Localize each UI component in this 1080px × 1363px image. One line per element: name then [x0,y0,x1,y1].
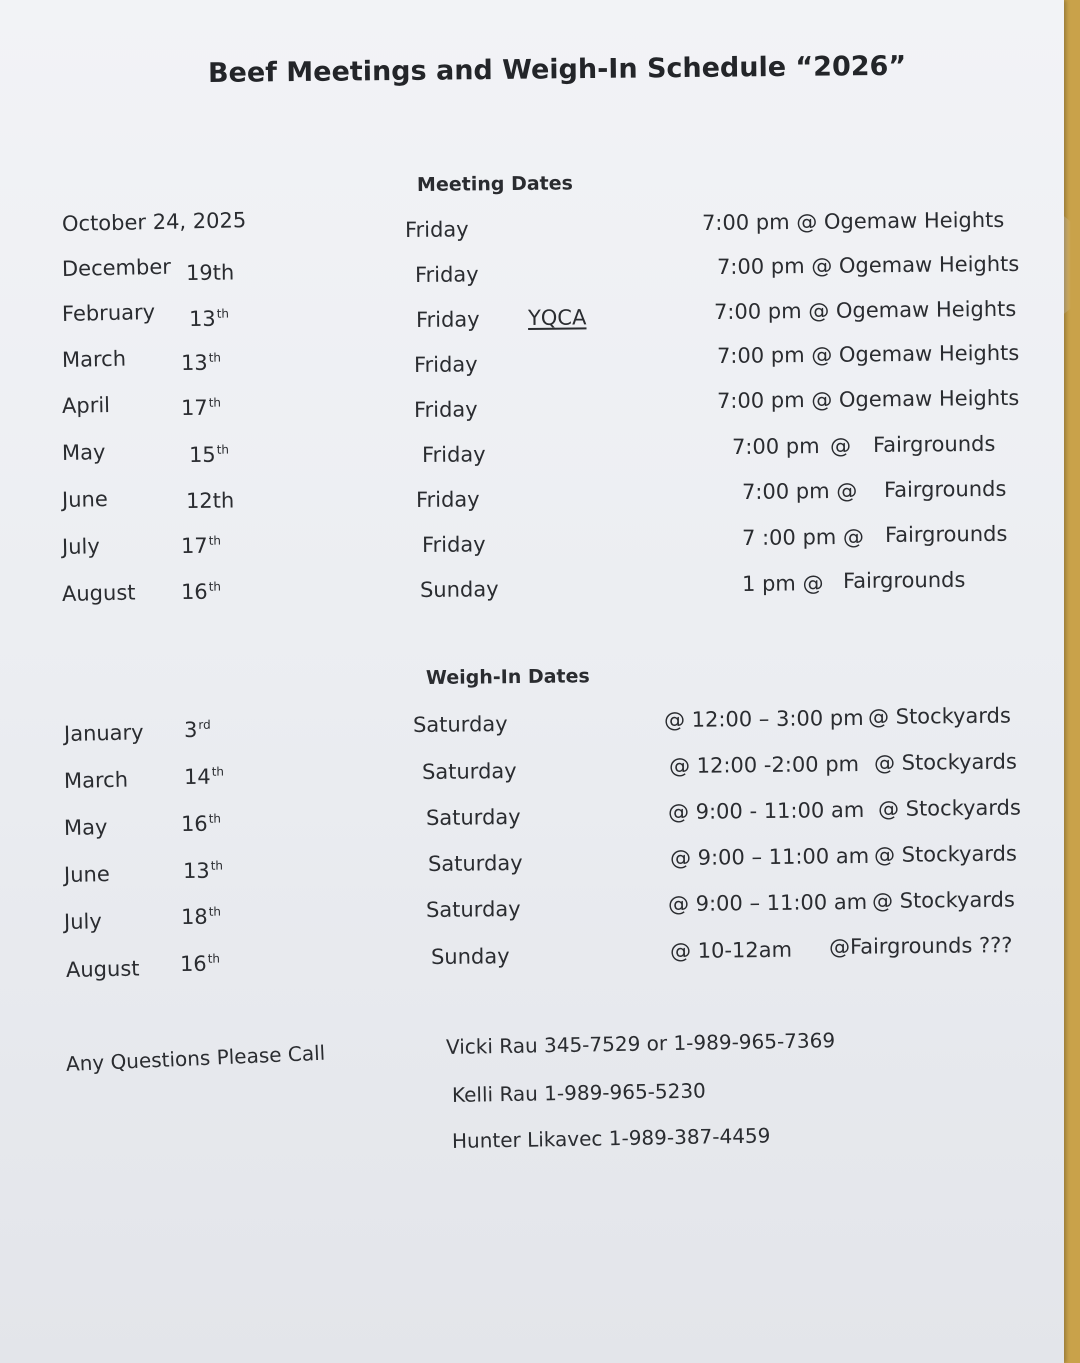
meeting-row-month: December [61,254,172,281]
meeting-row-time: 7:00 pm @ Ogemaw Heights [713,296,1017,324]
meeting-row-location: Fairgrounds [883,476,1007,502]
weighin-row-day: Sunday [430,944,510,969]
meeting-row-day: Friday [415,307,480,332]
weighin-row-date: 16th [179,951,221,976]
meeting-row-at: @ [829,433,852,458]
meeting-row-location: Fairgrounds [842,567,966,593]
weighin-row-time: @ 10-12am [669,937,793,963]
weighin-row-month: January [63,720,144,746]
weighin-row-month: March [63,767,129,793]
weighin-row-time: @ 9:00 – 11:00 am [667,889,868,916]
weighin-row-time: @ 12:00 – 3:00 pm [663,705,864,732]
meeting-row-date: 16th [180,579,222,604]
meeting-row-month: October 24, 2025 [61,208,247,236]
meeting-row-day: Sunday [419,577,499,602]
meeting-row-date: 15th [188,442,230,467]
meeting-row-month: July [61,534,100,559]
meeting-row-time: 7:00 pm @ Ogemaw Heights [716,251,1020,279]
weighin-row-time: @ 9:00 - 11:00 am [667,797,865,824]
weighin-row-date: 14th [183,764,225,789]
meeting-row-day: Friday [414,262,479,287]
meeting-dates-heading: Meeting Dates [416,172,573,196]
meeting-row-month: June [61,487,108,512]
weighin-row-month: June [63,862,110,887]
weighin-row-day: Saturday [421,759,517,784]
contact-line: Vicki Rau 345-7529 or 1-989-965-7369 [445,1028,836,1059]
contact-line: Kelli Rau 1-989-965-5230 [451,1078,706,1107]
meeting-row-month: May [61,440,106,465]
meeting-row-time: 7:00 pm [731,434,820,459]
meeting-row-month: March [61,346,127,372]
weighin-row-date: 3rd [183,717,211,742]
weighin-row-day: Saturday [425,897,521,922]
meeting-row-date: 13th [180,350,222,375]
meeting-row-note: YQCA [527,305,587,330]
meeting-row-month: April [61,392,111,418]
meeting-row-day: Friday [404,217,469,242]
weighin-row-location: @ Stockyards [867,703,1012,729]
meeting-row-location: Fairgrounds [884,521,1008,547]
meeting-row-day: Friday [413,397,478,422]
weighin-row-day: Saturday [425,805,521,830]
weighin-row-date: 18th [180,904,222,929]
weighin-row-time: @ 12:00 -2:00 pm [668,752,860,778]
meeting-row-date: 13th [188,306,230,331]
meeting-row-date: 17th [180,395,222,420]
weighin-row-location: @Fairgrounds ??? [828,933,1013,959]
weighin-dates-heading: Weigh-In Dates [425,665,590,689]
weighin-row-time: @ 9:00 – 11:00 am [669,843,870,870]
contact-line: Hunter Likavec 1-989-387-4459 [451,1123,771,1153]
meeting-row-time: 7 :00 pm @ [741,524,865,550]
weighin-row-month: July [63,909,102,934]
meeting-row-day: Friday [415,487,480,512]
weighin-row-month: August [65,956,140,982]
weighin-row-location: @ Stockyards [871,887,1016,913]
meeting-row-time: 1 pm @ [741,571,824,596]
meeting-row-day: Friday [421,442,486,467]
contact-prompt: Any Questions Please Call [65,1040,326,1076]
meeting-row-day: Friday [421,532,486,557]
weighin-row-day: Saturday [412,712,508,737]
page-title: Beef Meetings and Weigh-In Schedule “2026” [207,50,907,89]
meeting-row-time: 7:00 pm @ Ogemaw Heights [716,340,1020,368]
meeting-row-date: 12th [185,488,235,513]
weighin-row-date: 13th [182,858,224,883]
meeting-row-month: February [61,300,156,326]
weighin-row-location: @ Stockyards [873,749,1018,775]
meeting-row-time: 7:00 pm @ Ogemaw Heights [701,207,1005,235]
weighin-row-month: May [63,815,108,840]
weighin-row-location: @ Stockyards [877,795,1022,821]
weighin-row-date: 16th [180,811,222,836]
meeting-row-location: Fairgrounds [872,431,996,457]
meeting-row-date: 19th [185,260,235,285]
meeting-row-time: 7:00 pm @ Ogemaw Heights [716,385,1020,413]
weighin-row-location: @ Stockyards [873,841,1018,867]
meeting-row-time: 7:00 pm @ [741,478,858,504]
meeting-row-month: August [61,580,136,606]
meeting-row-date: 17th [180,533,222,558]
weighin-row-day: Saturday [427,851,523,876]
meeting-row-day: Friday [413,352,478,377]
